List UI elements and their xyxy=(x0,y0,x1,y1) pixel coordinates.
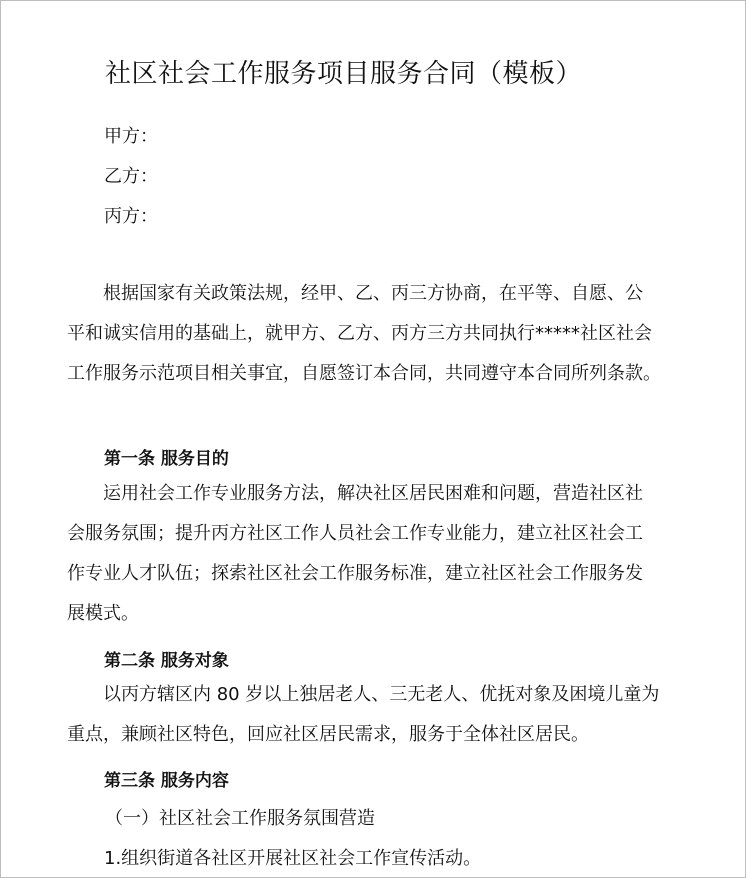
intro-paragraph xyxy=(67,274,679,394)
intro-line: 工作服务示范项目相关事宜，自愿签订本合同，共同遵守本合同所列条款。 xyxy=(67,363,661,384)
article-2-line: 以丙方辖区内 80 岁以上独居老人、三无老人、优抚对象及困境儿童为 xyxy=(103,684,660,705)
article-2-paragraph xyxy=(67,675,679,755)
article-3-heading: 第三条 服务内容 xyxy=(104,771,229,791)
party-a-label: 甲方： xyxy=(104,126,158,147)
party-c-label: 丙方： xyxy=(104,206,158,227)
document-title: 社区社会工作服务项目服务合同（模板） xyxy=(105,59,583,89)
article-1-heading: 第一条 服务目的 xyxy=(104,449,229,469)
article-1-paragraph xyxy=(67,474,679,634)
article-3-subheading: （一）社区社会工作服务氛围营造 xyxy=(105,808,375,829)
intro-line: 平和诚实信用的基础上，就甲方、乙方、丙方三方共同执行*****社区社会 xyxy=(67,323,652,344)
article-1-line: 运用社会工作专业服务方法，解决社区居民困难和问题，营造社区社 xyxy=(103,483,643,504)
article-1-line: 作专业人才队伍；探索社区社会工作服务标准，建立社区社会工作服务发 xyxy=(67,563,643,584)
article-2-heading: 第二条 服务对象 xyxy=(104,651,229,671)
article-2-line: 重点，兼顾社区特色，回应社区居民需求，服务于全体社区居民。 xyxy=(67,724,589,745)
article-3-item: 1.组织街道各社区开展社区社会工作宣传活动。 xyxy=(104,848,482,869)
intro-line: 根据国家有关政策法规，经甲、乙、丙三方协商，在平等、自愿、公 xyxy=(103,283,643,304)
article-1-line: 展模式。 xyxy=(67,603,139,624)
article-1-line: 会服务氛围；提升丙方社区工作人员社会工作专业能力，建立社区社会工 xyxy=(67,523,643,544)
party-b-label: 乙方： xyxy=(104,166,158,187)
